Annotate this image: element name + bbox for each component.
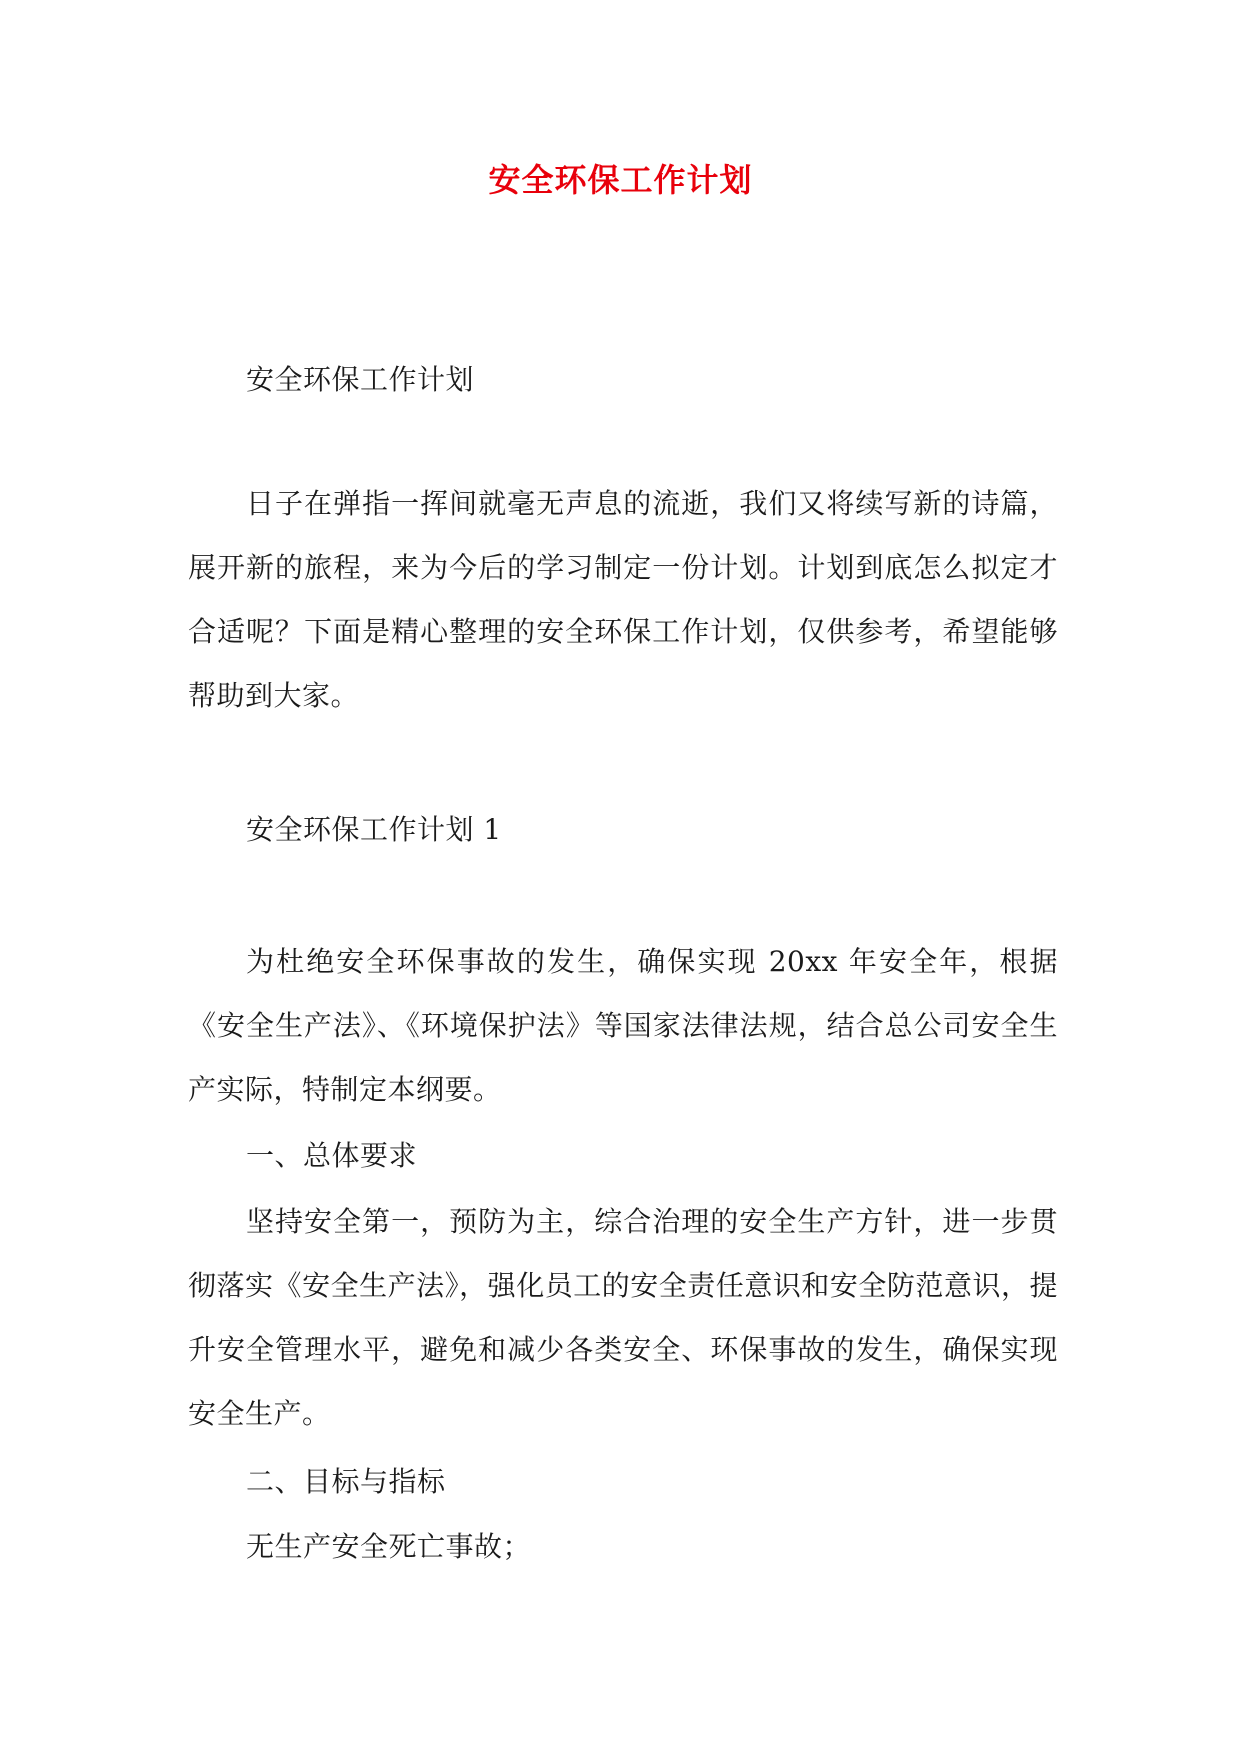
heading-general-requirements: 一、总体要求: [246, 1139, 418, 1172]
document-title: 安全环保工作计划: [488, 161, 753, 199]
body-paragraph-2: 坚持安全第一，预防为主，综合治理的安全生产方针，进一步贯彻落实《安全生产法》，强化员工的安全责任意识和安全防范意识，提升安全管理水平，避免和减少各类安全、环保事故的发生，确保实现安全生产。: [188, 1205, 1058, 1430]
intro-paragraph: 日子在弹指一挥间就毫无声息的流逝，我们又将续写新的诗篇，展开新的旅程，来为今后的学习制定一份计划。计划到底怎么拟定才合适呢？下面是精心整理的安全环保工作计划，仅供参考，希望能够帮助到大家。: [188, 487, 1058, 712]
body-paragraph-1: 为杜绝安全环保事故的发生，确保实现 20xx 年安全年，根据《安全生产法》、《环境保护法》等国家法律法规，结合总公司安全生产实际，特制定本纲要。: [188, 945, 1058, 1106]
heading-goals-indicators: 二、目标与指标: [246, 1465, 446, 1498]
list-item: 无生产安全死亡事故；: [246, 1530, 532, 1563]
document-subtitle: 安全环保工作计划: [246, 363, 475, 396]
section-title: 安全环保工作计划 1: [246, 813, 502, 846]
